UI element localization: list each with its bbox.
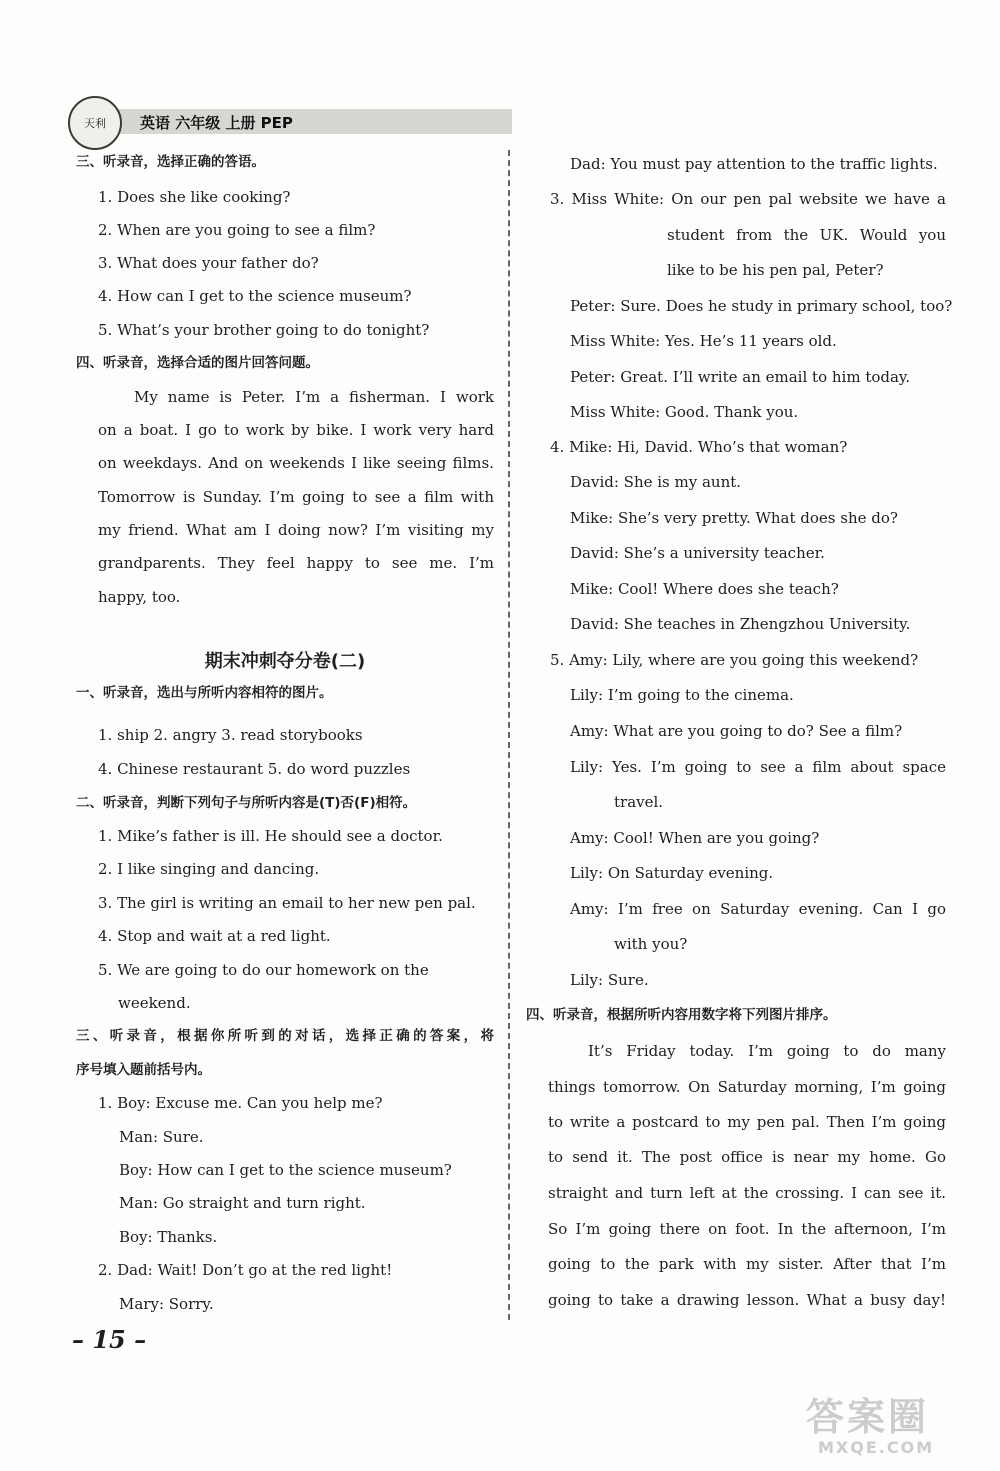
right-line: things tomorrow. On Saturday morning, I’m going (548, 1078, 946, 1096)
right-line: student from the UK. Would you (667, 226, 946, 244)
right-line: 4. Mike: Hi, David. Who’s that woman? (550, 438, 848, 456)
left-line: 二、听录音，判断下列句子与所听内容是(T)否(F)相符。 (76, 795, 417, 811)
left-line: 1. Boy: Excuse me. Can you help me? (98, 1094, 383, 1112)
right-line: going to take a drawing lesson. What a busy day! (548, 1291, 946, 1309)
right-line: So I’m going there on foot. In the afternoon, I’m (548, 1220, 946, 1238)
right-line: 四、听录音，根据所听内容用数字将下列图片排序。 (526, 1007, 837, 1023)
left-line: 4. Chinese restaurant 5. do word puzzles (98, 760, 411, 778)
left-line: happy, too. (98, 588, 181, 606)
left-line: 四、听录音，选择合适的图片回答问题。 (76, 355, 319, 371)
left-line: 1. Does she like cooking? (98, 188, 291, 206)
left-line: on weekdays. And on weekends I like seeing films. (98, 454, 494, 472)
left-line: 2. I like singing and dancing. (98, 860, 320, 878)
left-line: Man: Sure. (119, 1128, 204, 1146)
right-line: Amy: Cool! When are you going? (570, 829, 820, 847)
right-line: like to be his pen pal, Peter? (667, 261, 884, 279)
left-line: 3. What does your father do? (98, 254, 319, 272)
left-line: 一、听录音，选出与所听内容相符的图片。 (76, 685, 333, 701)
left-line: 5. What’s your brother going to do tonight? (98, 321, 430, 339)
left-line: on a boat. I go to work by bike. I work very hard (98, 421, 494, 439)
left-line: my friend. What am I doing now? I’m visiting my (98, 521, 494, 539)
right-line: Lily: Sure. (570, 971, 649, 989)
left-line: Mary: Sorry. (119, 1295, 214, 1313)
right-line: Peter: Sure. Does he study in primary school, too? (570, 297, 953, 315)
left-line: 1. Mike’s father is ill. He should see a doctor. (98, 827, 443, 845)
left-line: My name is Peter. I’m a fisherman. I work (134, 388, 494, 406)
left-line: 4. How can I get to the science museum? (98, 287, 412, 305)
right-line: Lily: I’m going to the cinema. (570, 686, 794, 704)
left-line: 期末冲刺夺分卷(二) (204, 651, 366, 672)
right-line: Miss White: Yes. He’s 11 years old. (570, 332, 837, 350)
left-line: Boy: Thanks. (119, 1228, 218, 1246)
right-line: David: She teaches in Zhengzhou University. (570, 615, 911, 633)
watermark-logo (792, 1380, 992, 1464)
left-line: grandparents. They feel happy to see me. I’m (98, 554, 494, 572)
publisher-logo (68, 96, 122, 150)
right-line: Dad: You must pay attention to the traffic lights. (570, 155, 938, 173)
right-line: Lily: On Saturday evening. (570, 864, 774, 882)
left-line: 3. The girl is writing an email to her new pen pal. (98, 894, 476, 912)
column-divider (508, 150, 510, 1320)
left-line: 2. Dad: Wait! Don’t go at the red light! (98, 1261, 393, 1279)
right-line: 3. Miss White: On our pen pal website we have a (550, 190, 946, 208)
right-line: Mike: Cool! Where does she teach? (570, 580, 839, 598)
header-title: 英语 六年级 上册 PEP (140, 114, 293, 132)
left-line: 三、听录音，根据你所听到的对话，选择正确的答案，将 (76, 1028, 494, 1044)
right-line: Amy: I’m free on Saturday evening. Can I go (570, 900, 946, 918)
right-line: Miss White: Good. Thank you. (570, 403, 799, 421)
right-line: Lily: Yes. I’m going to see a film about space (570, 758, 946, 776)
left-line: weekend. (118, 994, 191, 1012)
right-line: It’s Friday today. I’m going to do many (588, 1042, 946, 1060)
left-line: 1. ship 2. angry 3. read storybooks (98, 726, 363, 744)
right-line: Mike: She’s very pretty. What does she do? (570, 509, 898, 527)
right-line: to write a postcard to my pen pal. Then I’m going (548, 1113, 946, 1131)
right-line: Peter: Great. I’ll write an email to him today. (570, 368, 911, 386)
logo-text: 天利 (84, 117, 106, 130)
right-line: straight and turn left at the crossing. I can see it. (548, 1184, 946, 1202)
left-line: 三、听录音，选择正确的答语。 (76, 154, 265, 170)
right-line: travel. (614, 793, 664, 811)
left-line: 2. When are you going to see a film? (98, 221, 376, 239)
left-line: 5. We are going to do our homework on the (98, 961, 429, 979)
left-line: 序号填入题前括号内。 (76, 1062, 211, 1078)
left-line: Tomorrow is Sunday. I’m going to see a film with (98, 488, 494, 506)
right-line: with you? (614, 935, 688, 953)
right-line: David: She is my aunt. (570, 473, 742, 491)
right-line: David: She’s a university teacher. (570, 544, 825, 562)
left-line: 4. Stop and wait at a red light. (98, 927, 331, 945)
page-number: – 15 – (72, 1325, 147, 1354)
right-line: to send it. The post office is near my home. Go (548, 1148, 946, 1166)
right-line: Amy: What are you going to do? See a film? (570, 722, 903, 740)
watermark-text: 答案圈 (806, 1395, 930, 1439)
right-line: going to the park with my sister. After that I’m (548, 1255, 946, 1273)
left-line: Boy: How can I get to the science museum? (119, 1161, 452, 1179)
watermark-url: MXQE.COM (818, 1438, 935, 1457)
left-line: Man: Go straight and turn right. (119, 1194, 366, 1212)
right-line: 5. Amy: Lily, where are you going this weekend? (550, 651, 919, 669)
